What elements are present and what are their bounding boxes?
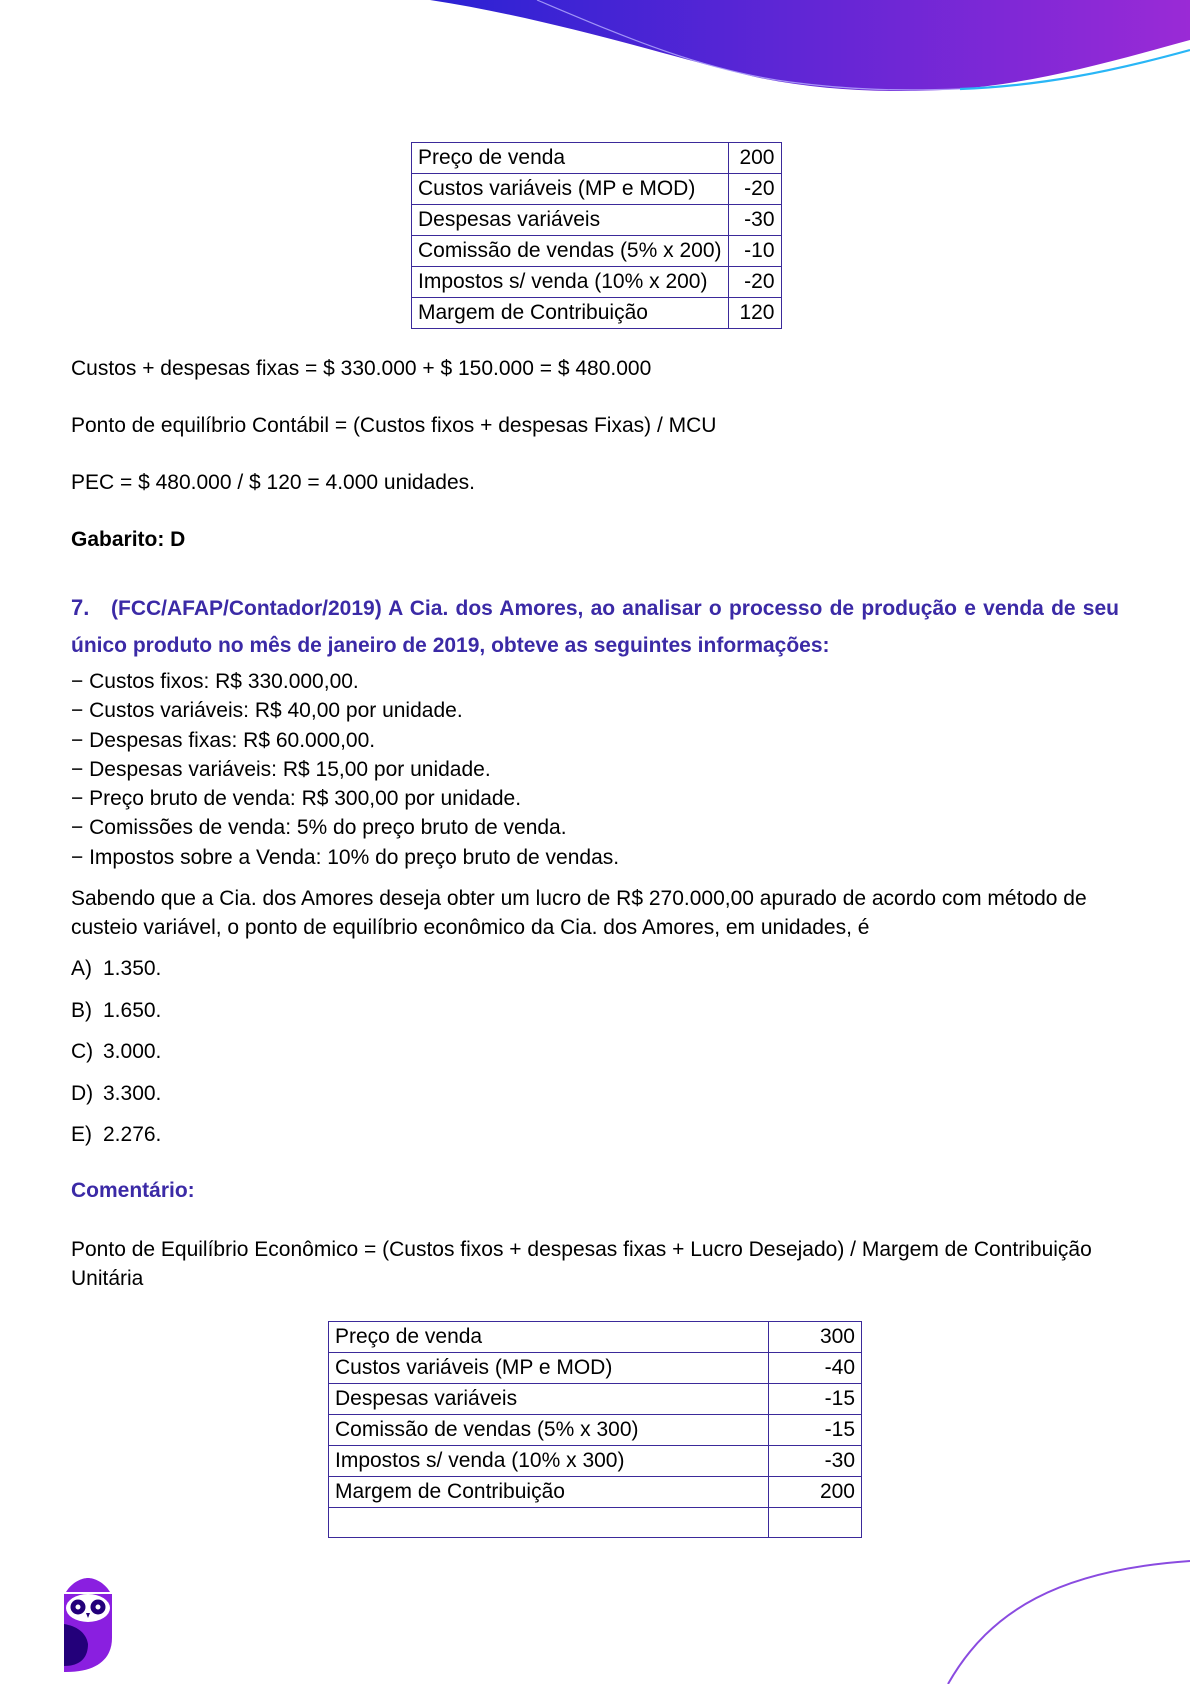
row-value: 120 (728, 298, 781, 329)
row-label: Preço de venda (412, 143, 729, 174)
table-row (329, 1353, 862, 1384)
row-label: Despesas variáveis (412, 205, 729, 236)
contribution-margin-table-1 (411, 142, 782, 329)
comment-heading: Comentário: (71, 1179, 195, 1202)
option-text: 3.000. (103, 1040, 162, 1063)
question-number: 7. (71, 595, 90, 620)
footer-arc-decoration (880, 1540, 1190, 1684)
option-letter: E) (71, 1123, 92, 1146)
row-label: Impostos s/ venda (10% x 200) (412, 267, 729, 298)
option-e (71, 1122, 161, 1164)
table-row (412, 143, 782, 174)
row-label: Comissão de vendas (5% x 200) (412, 236, 729, 267)
row-value: -15 (769, 1415, 862, 1446)
row-label (329, 1508, 769, 1538)
table-row-empty (329, 1508, 862, 1538)
row-value: -15 (769, 1384, 862, 1415)
accounting-breakeven-formula: Ponto de equilíbrio Contábil = (Custos fixos + despesas Fixas) / MCU (71, 414, 717, 437)
question-statement: Sabendo que a Cia. dos Amores deseja obter um lucro de R$ 270.000,00 apurado de acordo com método de custeio variável, o ponto de equilíbrio econômico da Cia. dos Amores, em unidades, é (71, 887, 1087, 939)
row-value: 200 (728, 143, 781, 174)
table-row (412, 205, 782, 236)
table-row (329, 1446, 862, 1477)
row-label: Margem de Contribuição (412, 298, 729, 329)
row-value: -30 (728, 205, 781, 236)
row-label: Custos variáveis (MP e MOD) (329, 1353, 769, 1384)
option-letter: A) (71, 957, 92, 980)
row-value: 300 (769, 1322, 862, 1353)
row-label: Margem de Contribuição (329, 1477, 769, 1508)
row-label: Impostos s/ venda (10% x 300) (329, 1446, 769, 1477)
question-7-header (71, 589, 1119, 664)
option-letter: D) (71, 1081, 94, 1105)
table-row (412, 267, 782, 298)
option-letter: C) (71, 1040, 94, 1063)
question-header-text: (FCC/AFAP/Contador/2019) A Cia. dos Amores, ao analisar o processo de produção e venda de seu único produto no mês de janeiro de 2019, obteve as seguintes informações: (71, 597, 1119, 657)
list-item: − Custos fixos: R$ 330.000,00. (71, 670, 359, 693)
answer-key: Gabarito: D (71, 528, 186, 551)
fixed-costs-line: Custos + despesas fixas = $ 330.000 + $ 150.000 = $ 480.000 (71, 357, 652, 380)
option-text: 3.300. (103, 1081, 162, 1105)
option-d (71, 1081, 161, 1123)
list-item: − Impostos sobre a Venda: 10% do preço bruto de vendas. (71, 845, 620, 869)
row-value: -40 (769, 1353, 862, 1384)
answer-options (71, 956, 161, 1164)
table-row (329, 1322, 862, 1353)
row-value (769, 1508, 862, 1538)
row-value: -10 (728, 236, 781, 267)
table-row (329, 1477, 862, 1508)
table-row (412, 298, 782, 329)
option-text: 1.350. (103, 957, 162, 980)
owl-logo-icon (62, 1578, 114, 1674)
option-c (71, 1039, 161, 1081)
option-text: 1.650. (103, 998, 162, 1022)
row-value: -30 (769, 1446, 862, 1477)
option-text: 2.276. (103, 1123, 162, 1146)
row-label: Despesas variáveis (329, 1384, 769, 1415)
row-value: -20 (728, 267, 781, 298)
option-letter: B) (71, 998, 92, 1022)
question-info-list (71, 667, 619, 872)
economic-breakeven-formula: Ponto de Equilíbrio Econômico = (Custos fixos + despesas fixas + Lucro Desejado) / Margem de Contribuição Unitária (71, 1238, 1092, 1290)
contribution-margin-table-2 (328, 1321, 862, 1538)
row-value: 200 (769, 1477, 862, 1508)
list-item: − Comissões de venda: 5% do preço bruto de venda. (71, 816, 567, 840)
row-label: Comissão de vendas (5% x 300) (329, 1415, 769, 1446)
option-a (71, 956, 161, 998)
row-label: Custos variáveis (MP e MOD) (412, 174, 729, 205)
list-item: − Custos variáveis: R$ 40,00 por unidade. (71, 699, 463, 723)
row-label: Preço de venda (329, 1322, 769, 1353)
table-row (329, 1415, 862, 1446)
list-item: − Preço bruto de venda: R$ 300,00 por unidade. (71, 787, 522, 811)
list-item: − Despesas variáveis: R$ 15,00 por unidade. (71, 757, 491, 781)
table-row (412, 174, 782, 205)
table-row (412, 236, 782, 267)
header-wave-decoration (0, 0, 1190, 110)
list-item: − Despesas fixas: R$ 60.000,00. (71, 728, 376, 752)
pec-calculation: PEC = $ 480.000 / $ 120 = 4.000 unidades. (71, 471, 475, 494)
table-row (329, 1384, 862, 1415)
option-b (71, 998, 161, 1040)
row-value: -20 (728, 174, 781, 205)
